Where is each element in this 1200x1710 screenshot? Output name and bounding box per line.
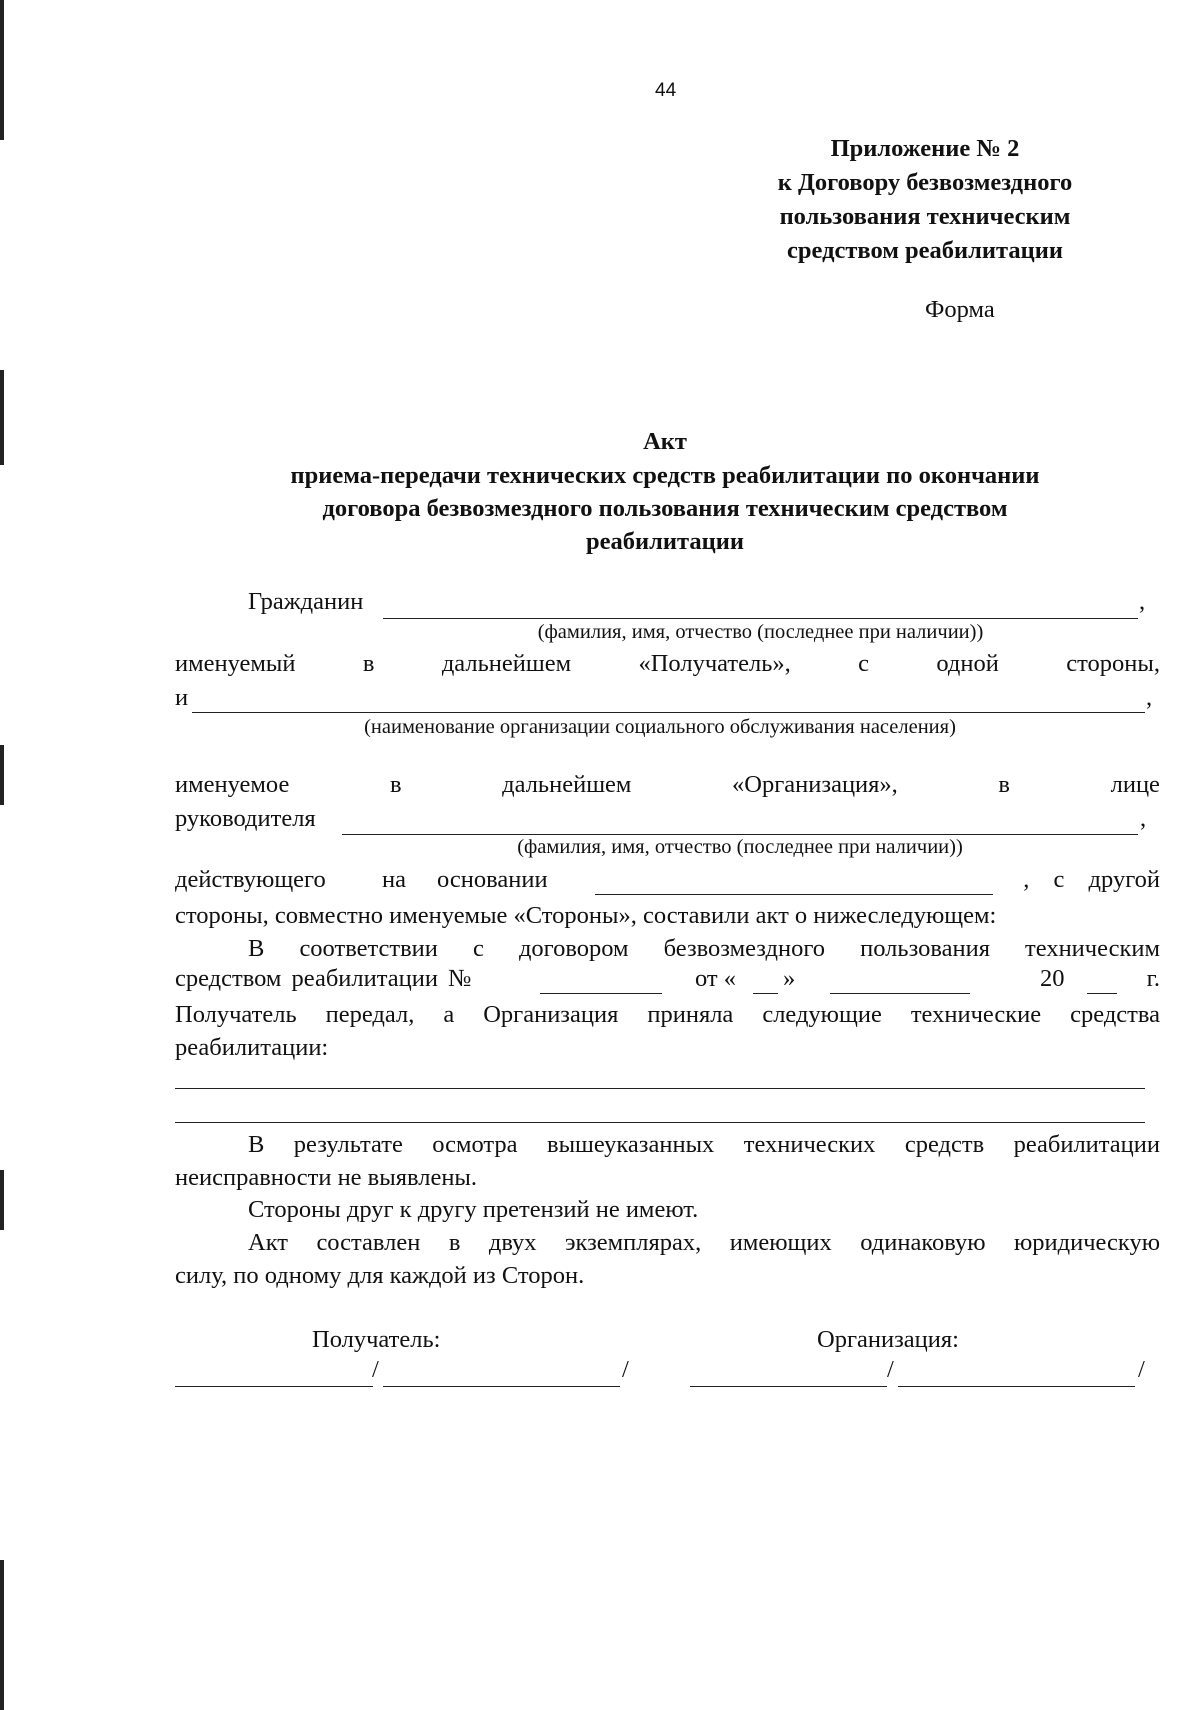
recipient-signature-field[interactable] bbox=[175, 1386, 373, 1387]
word: с bbox=[858, 650, 869, 677]
result-line bbox=[175, 1128, 1160, 1161]
appendix-line: средством реабилитации bbox=[787, 237, 1063, 264]
contract-number-line bbox=[175, 965, 1160, 998]
appendix-line: к Договору безвозмездного bbox=[777, 169, 1073, 196]
word: действующего bbox=[175, 866, 326, 893]
citizen-comma: , bbox=[1139, 588, 1146, 615]
word: в bbox=[362, 650, 375, 677]
scan-edge-mark bbox=[0, 1560, 4, 1710]
contract-line: Получатель передал, а Организация приняла следующие технические средства bbox=[175, 1001, 1160, 1028]
copies-text: Акт составлен в двух экземплярах, имеющих одинаковую юридическую bbox=[248, 1229, 1160, 1256]
copies-line bbox=[175, 1226, 1160, 1259]
recipient-line bbox=[175, 650, 1160, 678]
recipient-comma: , bbox=[1146, 684, 1153, 711]
month-field[interactable] bbox=[830, 993, 970, 994]
year-prefix: 20 bbox=[1040, 965, 1065, 992]
citizen-label: Гражданин bbox=[248, 588, 364, 615]
scan-edge-mark bbox=[0, 0, 4, 140]
aids-list-field[interactable] bbox=[175, 1122, 1145, 1123]
head-caption: (фамилия, имя, отчество (последнее при наличии)) bbox=[517, 836, 963, 858]
basis-tail: , с другой bbox=[1023, 866, 1160, 893]
result-line: неисправности не выявлены. bbox=[175, 1164, 478, 1191]
word: на bbox=[382, 866, 406, 893]
scan-edge-mark bbox=[0, 370, 4, 465]
no-claims: Стороны друг к другу претензий не имеют. bbox=[248, 1196, 699, 1223]
quote-close: » bbox=[783, 965, 796, 992]
basis-field[interactable] bbox=[595, 894, 993, 895]
page-number: 44 bbox=[655, 80, 677, 101]
organization-signature-field[interactable] bbox=[690, 1386, 887, 1387]
act-title-line: реабилитации bbox=[586, 528, 744, 555]
slash: / bbox=[1138, 1356, 1145, 1383]
slash: / bbox=[887, 1356, 894, 1383]
word: одной bbox=[936, 650, 999, 677]
form-label: Форма bbox=[925, 296, 995, 323]
organization-caption: (наименование организации социального обслуживания населения) bbox=[364, 716, 956, 738]
word: дальнейшем bbox=[502, 771, 632, 798]
slash: / bbox=[622, 1356, 629, 1383]
head-label: руководителя bbox=[175, 805, 316, 832]
appendix-header bbox=[705, 132, 1145, 268]
word: в bbox=[998, 771, 1010, 798]
recipient-signature-label: Получатель: bbox=[312, 1326, 441, 1353]
scan-edge-mark bbox=[0, 745, 4, 805]
year-field[interactable] bbox=[1087, 993, 1117, 994]
word: основании bbox=[437, 866, 548, 893]
citizen-name-field[interactable] bbox=[383, 618, 1138, 619]
copies-line: силу, по одному для каждой из Сторон. bbox=[175, 1262, 585, 1289]
scan-edge-mark bbox=[0, 1170, 4, 1230]
act-title-line: договора безвозмездного пользования техническим средством bbox=[322, 495, 1008, 522]
contract-line bbox=[175, 932, 1160, 965]
organization-name-field[interactable] bbox=[192, 712, 1145, 713]
word: стороны, bbox=[1066, 650, 1160, 677]
organization-line bbox=[175, 771, 1160, 799]
contract-text: В соответствии с договором безвозмездного пользования техническим bbox=[248, 935, 1160, 962]
contract-number-label: средством реабилитации № bbox=[175, 965, 472, 992]
contract-line: реабилитации: bbox=[175, 1034, 329, 1061]
from-label: от « bbox=[695, 965, 737, 992]
citizen-caption: (фамилия, имя, отчество (последнее при наличии)) bbox=[537, 621, 984, 643]
word: лице bbox=[1110, 771, 1160, 798]
word: именуемый bbox=[175, 650, 296, 677]
and-word: и bbox=[175, 684, 189, 711]
recipient-name-field[interactable] bbox=[383, 1386, 620, 1387]
word: «Организация», bbox=[732, 771, 898, 798]
word: «Получатель», bbox=[638, 650, 791, 677]
organization-signature-label: Организация: bbox=[817, 1326, 959, 1353]
word: именуемое bbox=[175, 771, 290, 798]
word: в bbox=[389, 771, 402, 798]
appendix-line: Приложение № 2 bbox=[830, 135, 1020, 162]
word: дальнейшем bbox=[441, 650, 572, 677]
day-field[interactable] bbox=[753, 993, 778, 994]
slash: / bbox=[372, 1356, 379, 1383]
year-suffix: г. bbox=[1146, 965, 1160, 992]
act-heading: Акт bbox=[643, 428, 687, 455]
contract-number-field[interactable] bbox=[540, 993, 662, 994]
basis-line-2: стороны, совместно именуемые «Стороны», составили акт о нижеследующем: bbox=[175, 902, 997, 929]
aids-list-field[interactable] bbox=[175, 1088, 1145, 1089]
organization-name-signature-field[interactable] bbox=[898, 1386, 1135, 1387]
head-name-field[interactable] bbox=[342, 834, 1138, 835]
appendix-line: пользования техническим bbox=[779, 203, 1071, 230]
act-title-line: приема-передачи технических средств реабилитации по окончании bbox=[290, 462, 1040, 489]
basis-line bbox=[175, 866, 1160, 899]
result-text: В результате осмотра вышеуказанных технических средств реабилитации bbox=[248, 1131, 1160, 1158]
head-comma: , bbox=[1140, 805, 1147, 832]
